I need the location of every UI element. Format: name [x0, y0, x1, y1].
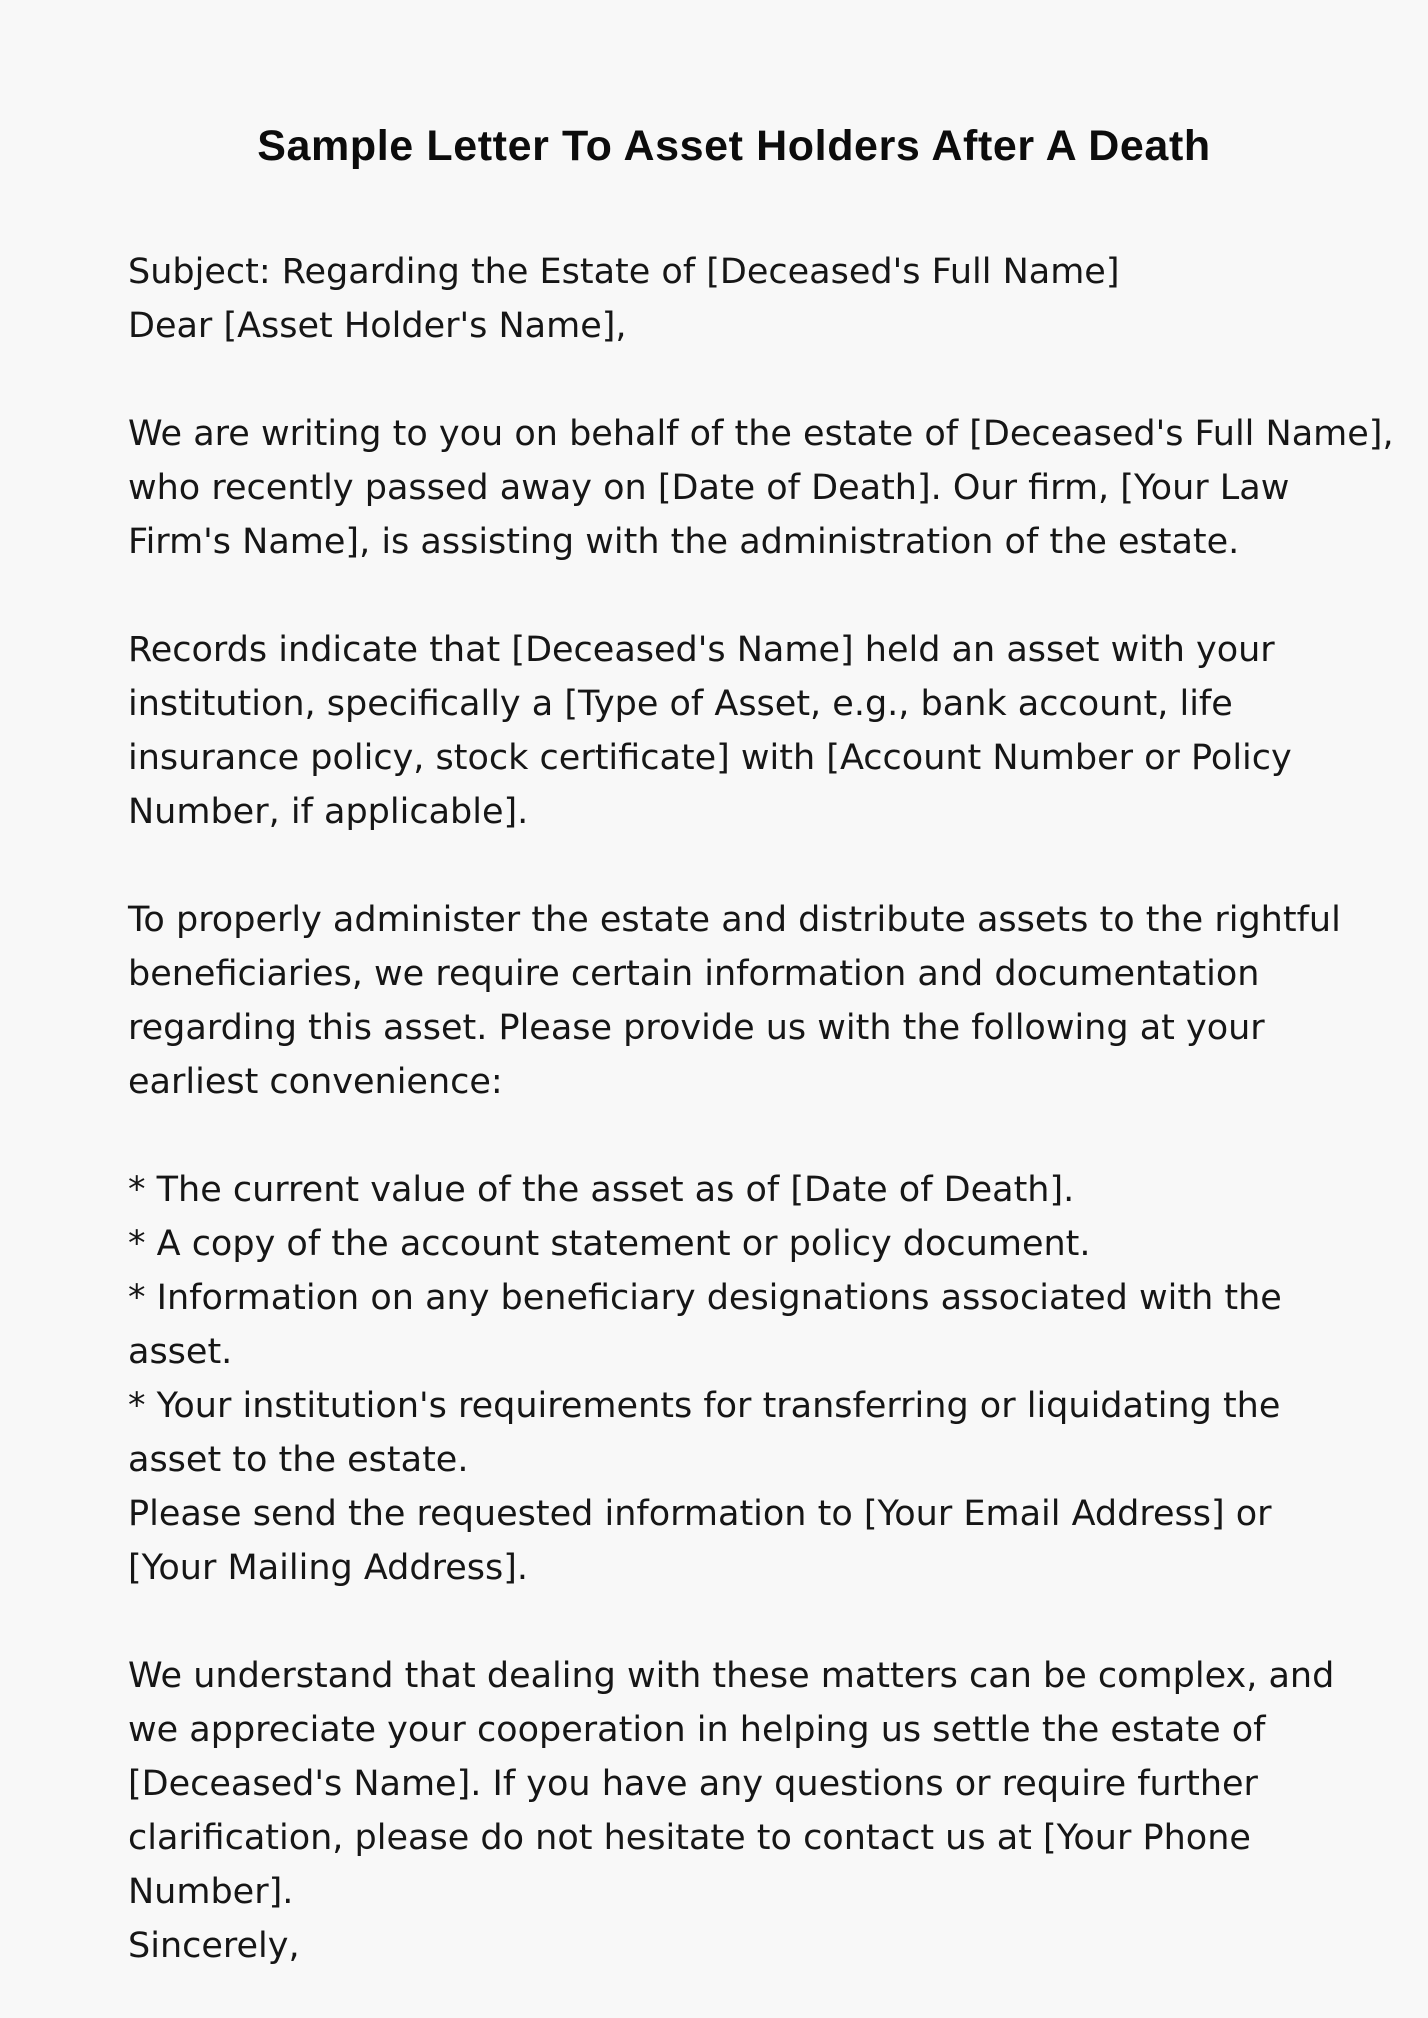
paragraph-3-line: beneficiaries, we require certain information and documentation [128, 954, 1260, 994]
paragraph-3-line: regarding this asset. Please provide us with the following at your [128, 1008, 1265, 1048]
paragraph-gap [128, 1595, 1388, 1649]
page-title: Sample Letter To Asset Holders After A Death [257, 122, 1211, 170]
list-item: asset. [128, 1332, 233, 1372]
paragraph-gap [128, 569, 1388, 623]
paragraph-2-line: insurance policy, stock certificate] with [Account Number or Policy [128, 738, 1292, 778]
letter-body [128, 245, 1394, 1973]
closing: Sincerely, [128, 1926, 300, 1966]
paragraph-3-line: To properly administer the estate and distribute assets to the rightful [128, 900, 1341, 940]
paragraph-gap [128, 839, 1388, 893]
list-item: asset to the estate. [128, 1440, 469, 1480]
paragraph-2-line: Number, if applicable]. [128, 792, 529, 832]
paragraph-4-line: we appreciate your cooperation in helping us settle the estate of [128, 1710, 1266, 1750]
list-item: * Information on any beneficiary designations associated with the [128, 1278, 1282, 1318]
paragraph-4-line: clarification, please do not hesitate to contact us at [Your Phone [128, 1818, 1251, 1858]
salutation: Dear [Asset Holder's Name], [128, 306, 627, 346]
paragraph-gap [128, 1109, 1388, 1163]
subject-line: Subject: Regarding the Estate of [Deceased's Full Name] [128, 252, 1120, 292]
paragraph-4-line: Number]. [128, 1872, 294, 1912]
paragraph-1-line: who recently passed away on [Date of Death]. Our firm, [Your Law [128, 468, 1290, 508]
list-item: * Your institution's requirements for transferring or liquidating the [128, 1386, 1281, 1426]
paragraph-3-line: earliest convenience: [128, 1062, 503, 1102]
paragraph-gap [128, 353, 1388, 407]
paragraph-4-line: We understand that dealing with these matters can be complex, and [128, 1656, 1335, 1696]
paragraph-2-line: institution, specifically a [Type of Asset, e.g., bank account, life [128, 684, 1233, 724]
paragraph-4-line: [Deceased's Name]. If you have any questions or require further [128, 1764, 1258, 1804]
send-info-line: [Your Mailing Address]. [128, 1548, 529, 1588]
list-item: * The current value of the asset as of [Date of Death]. [128, 1170, 1075, 1210]
paragraph-2-line: Records indicate that [Deceased's Name] held an asset with your [128, 630, 1275, 670]
paragraph-1-line: Firm's Name], is assisting with the administration of the estate. [128, 522, 1240, 562]
list-item: * A copy of the account statement or policy document. [128, 1224, 1091, 1264]
send-info-line: Please send the requested information to [Your Email Address] or [128, 1494, 1272, 1534]
paragraph-1-line: We are writing to you on behalf of the estate of [Deceased's Full Name], [128, 414, 1394, 454]
